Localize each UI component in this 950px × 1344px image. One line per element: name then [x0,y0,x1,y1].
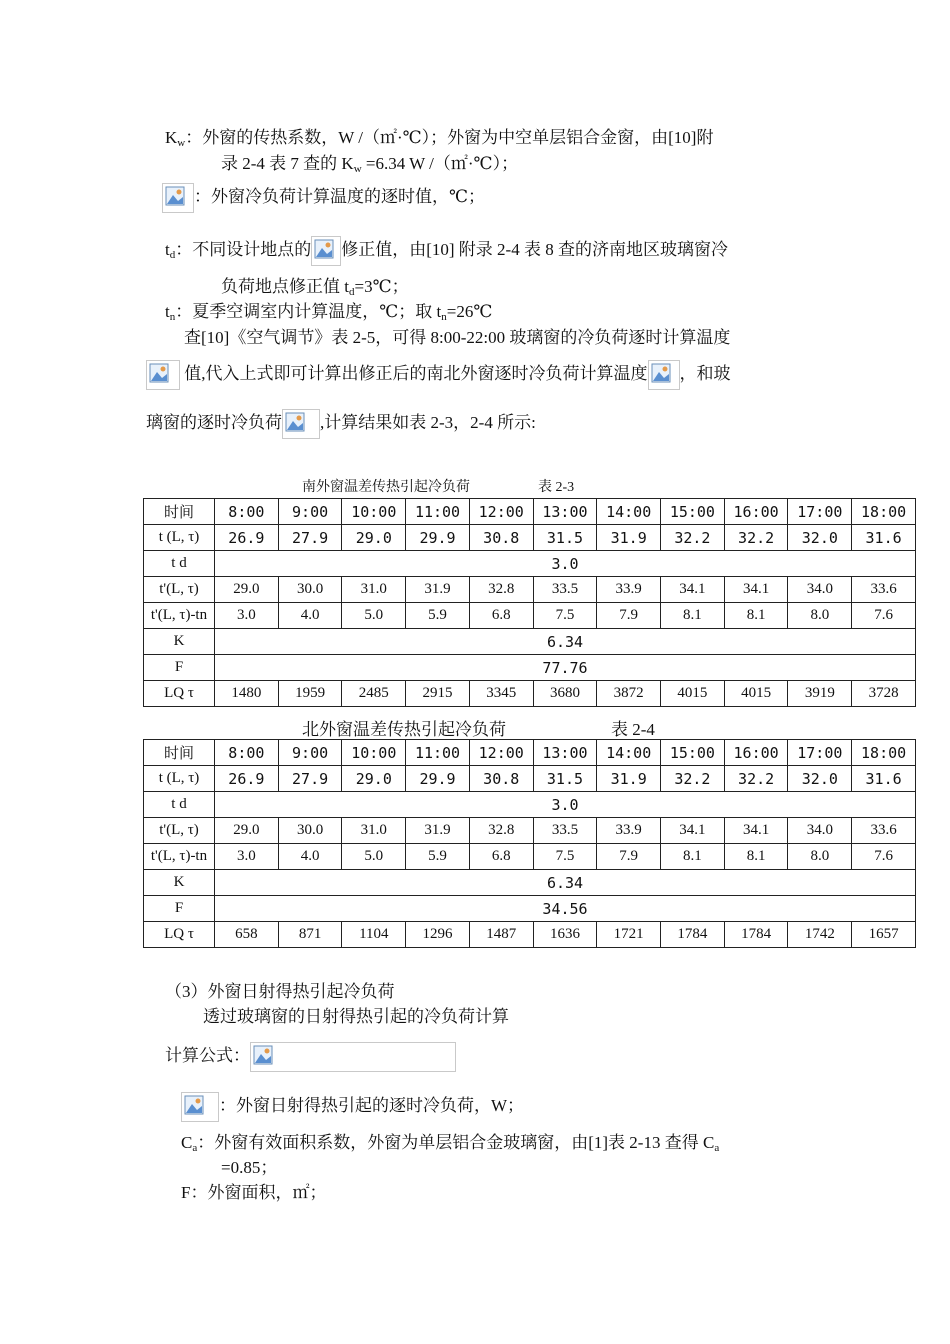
row-label: t (L, τ) [144,525,215,551]
table-cell: 31.0 [342,577,406,603]
query-line2: 值,代入上式即可计算出修正后的南北外窗逐时冷负荷计算温度 ，和玻 [146,360,731,390]
table-cell: 1784 [724,922,788,948]
row-label: F [144,896,215,922]
table-cell: 1636 [533,922,597,948]
table-cell: 34.1 [661,577,725,603]
table-cell: 16:00 [724,499,788,525]
row-label: K [144,629,215,655]
query-line3: 璃窗的逐时冷负荷 ,计算结果如表 2-3，2-4 所示: [146,409,536,439]
table-cell: 3728 [852,681,916,707]
ca-definition-line2: =0.85； [221,1158,278,1177]
row-label: t'(L, τ) [144,577,215,603]
q-definition-line: ：外窗日射得热引起的逐时冷负荷，W； [181,1092,524,1122]
table-row-k [144,870,916,896]
table-cell: 12:00 [469,499,533,525]
table-cell: 8:00 [215,740,279,766]
table-cell: 31.9 [597,766,661,792]
table-cell: 6.8 [469,603,533,629]
table-cell: 34.1 [724,577,788,603]
table-cell: 33.5 [533,577,597,603]
row-label: F [144,655,215,681]
table-cell: 18:00 [852,740,916,766]
table-cell: 2485 [342,681,406,707]
table-cell: 1784 [661,922,725,948]
table-cell: 31.5 [533,766,597,792]
formula-image-icon [181,1092,219,1122]
table-cell: 4015 [661,681,725,707]
table-cell: 7.6 [852,844,916,870]
table-cell: 8.1 [661,603,725,629]
table-cell: 1721 [597,922,661,948]
row-label: t'(L, τ)-tn [144,844,215,870]
table-cell: 29.9 [406,766,470,792]
ca-definition-line1: $C_a$：外窗有效面积系数，外窗为单层铝合金玻璃窗，由[1]表 2-13 查得 $C_a$ [181,1133,720,1154]
table-cell: 6.8 [469,844,533,870]
table-cell: 33.9 [597,577,661,603]
table-cell: 7.9 [597,844,661,870]
table-row-f [144,655,916,681]
table-cell: 33.5 [533,818,597,844]
row-label: K [144,870,215,896]
table-cell: 29.9 [406,525,470,551]
table-cell: 33.9 [597,818,661,844]
table1-caption: 南外窗温差传热引起冷负荷 [302,480,470,495]
table-cell-merged: 3.0 [215,551,916,577]
table-cell: 26.9 [215,525,279,551]
formula-image-icon [146,360,180,390]
table-row-t [144,766,916,792]
formula-image-icon [311,236,341,266]
table-cell: 31.9 [406,577,470,603]
table-cell: 30.0 [278,818,342,844]
table-cell: 12:00 [469,740,533,766]
table2-number: 表 2-4 [611,720,655,739]
table-cell: 3872 [597,681,661,707]
table-cell: 31.6 [852,525,916,551]
table-row-lq [144,681,916,707]
table-row-td [144,792,916,818]
table-cell: 11:00 [406,740,470,766]
table-cell: 31.0 [342,818,406,844]
table-cell: 8.1 [724,603,788,629]
formula-image-icon [250,1042,456,1072]
table-cell: 8.0 [788,603,852,629]
table-cell: 1480 [215,681,279,707]
table-cell: 29.0 [342,766,406,792]
table-cell: 1296 [406,922,470,948]
table-row-lq [144,922,916,948]
table-cell: 4.0 [278,844,342,870]
table-cell: 4.0 [278,603,342,629]
table-cell: 8.1 [724,844,788,870]
table-cell: 34.1 [724,818,788,844]
row-label: t d [144,792,215,818]
table-cell: 10:00 [342,499,406,525]
table-south-window [143,498,916,707]
table-cell: 30.0 [278,577,342,603]
row-label: LQ τ [144,922,215,948]
table-cell: 31.6 [852,766,916,792]
tn-definition-line: $t_n$：夏季空调室内计算温度，℃；取 $t_n=26℃$ [165,302,493,323]
table-cell: 32.2 [661,766,725,792]
table-row-k [144,629,916,655]
table-cell: 8.1 [661,844,725,870]
table-cell: 29.0 [342,525,406,551]
table-cell: 26.9 [215,766,279,792]
table-cell-merged: 6.34 [215,629,916,655]
table-cell: 3680 [533,681,597,707]
table-cell: 1104 [342,922,406,948]
row-label: t (L, τ) [144,766,215,792]
table-cell-merged: 34.56 [215,896,916,922]
query-line1: 查[10]《空气调节》表 2-5，可得 8:00-22:00 玻璃窗的冷负荷逐时计算温度 [184,328,731,347]
table-cell: 1959 [278,681,342,707]
table-cell: 8.0 [788,844,852,870]
table-cell: 871 [278,922,342,948]
table-cell: 32.2 [724,766,788,792]
table-cell: 16:00 [724,740,788,766]
table-cell: 3919 [788,681,852,707]
formula-image-icon [282,409,320,439]
table-cell: 9:00 [278,499,342,525]
td-definition-line1: $t_d$：不同设计地点的 修正值，由[10] 附录 2-4 表 8 查的济南地区玻璃窗冷 [165,236,728,266]
table-cell: 33.6 [852,577,916,603]
row-label: t d [144,551,215,577]
table-cell: 27.9 [278,766,342,792]
table-cell: 29.0 [215,818,279,844]
table-cell: 9:00 [278,740,342,766]
table-north-window [143,739,916,948]
table-cell: 30.8 [469,766,533,792]
table-row-tp [144,577,916,603]
table-cell: 7.5 [533,844,597,870]
table-cell-merged: 3.0 [215,792,916,818]
kw-definition-line1: $K_w$：外窗的传热系数，W /（㎡·℃）；外窗为中空单层铝合金窗，由[10]附 [165,128,714,149]
table-cell: 7.6 [852,603,916,629]
temp-definition-line: ：外窗冷负荷计算温度的逐时值，℃； [162,183,485,213]
table-cell: 5.9 [406,844,470,870]
section3-heading: （3）外窗日射得热引起冷负荷 [165,982,395,1001]
formula-image-icon [648,360,680,390]
table-cell: 1487 [469,922,533,948]
table-cell: 13:00 [533,499,597,525]
table-row-time [144,499,916,525]
table-cell: 13:00 [533,740,597,766]
section3-subheading: 透过玻璃窗的日射得热引起的冷负荷计算 [203,1007,509,1026]
table-cell: 3.0 [215,844,279,870]
table-cell: 18:00 [852,499,916,525]
table-cell: 31.9 [597,525,661,551]
row-label: t'(L, τ)-tn [144,603,215,629]
td-definition-line2: 负荷地点修正值 $t_d=3℃$； [221,277,409,298]
table-cell: 17:00 [788,499,852,525]
table-cell: 32.2 [661,525,725,551]
table-cell: 11:00 [406,499,470,525]
table-cell: 4015 [724,681,788,707]
table-cell-merged: 6.34 [215,870,916,896]
table-cell: 3.0 [215,603,279,629]
table-cell: 32.2 [724,525,788,551]
row-label: 时间 [144,499,215,525]
table-row-time [144,740,916,766]
table-cell: 32.0 [788,525,852,551]
table-cell: 8:00 [215,499,279,525]
table-row-f [144,896,916,922]
table-cell: 7.5 [533,603,597,629]
table-row-t [144,525,916,551]
table-cell: 33.6 [852,818,916,844]
table-cell: 34.0 [788,577,852,603]
table-cell: 32.8 [469,818,533,844]
kw-definition-line2: 录 2-4 表 7 查的 $K_w =6.34$ W /（㎡·℃）； [221,154,519,175]
table-cell: 32.0 [788,766,852,792]
table-cell: 15:00 [661,499,725,525]
table-cell: 5.0 [342,603,406,629]
table2-caption: 北外窗温差传热引起冷负荷 [302,720,506,739]
table1-number: 表 2-3 [538,480,575,495]
table-cell: 10:00 [342,740,406,766]
table-cell: 14:00 [597,740,661,766]
table-cell: 1742 [788,922,852,948]
formula-image-icon [162,183,194,213]
table-cell-merged: 77.76 [215,655,916,681]
table-cell: 29.0 [215,577,279,603]
table-cell: 15:00 [661,740,725,766]
table-cell: 34.1 [661,818,725,844]
table-cell: 31.9 [406,818,470,844]
table-cell: 17:00 [788,740,852,766]
table-cell: 5.0 [342,844,406,870]
table-cell: 31.5 [533,525,597,551]
table-row-tpn [144,844,916,870]
table-cell: 2915 [406,681,470,707]
table-cell: 1657 [852,922,916,948]
table-cell: 27.9 [278,525,342,551]
row-label: 时间 [144,740,215,766]
table-cell: 7.9 [597,603,661,629]
table-cell: 5.9 [406,603,470,629]
table-cell: 34.0 [788,818,852,844]
table-row-tp [144,818,916,844]
row-label: LQ τ [144,681,215,707]
table-cell: 14:00 [597,499,661,525]
formula-line: 计算公式： [165,1042,456,1072]
row-label: t'(L, τ) [144,818,215,844]
table-cell: 658 [215,922,279,948]
table-row-td [144,551,916,577]
f-definition-line: F：外窗面积，㎡； [181,1183,327,1202]
table-cell: 32.8 [469,577,533,603]
table-cell: 30.8 [469,525,533,551]
table-row-tpn [144,603,916,629]
table-cell: 3345 [469,681,533,707]
